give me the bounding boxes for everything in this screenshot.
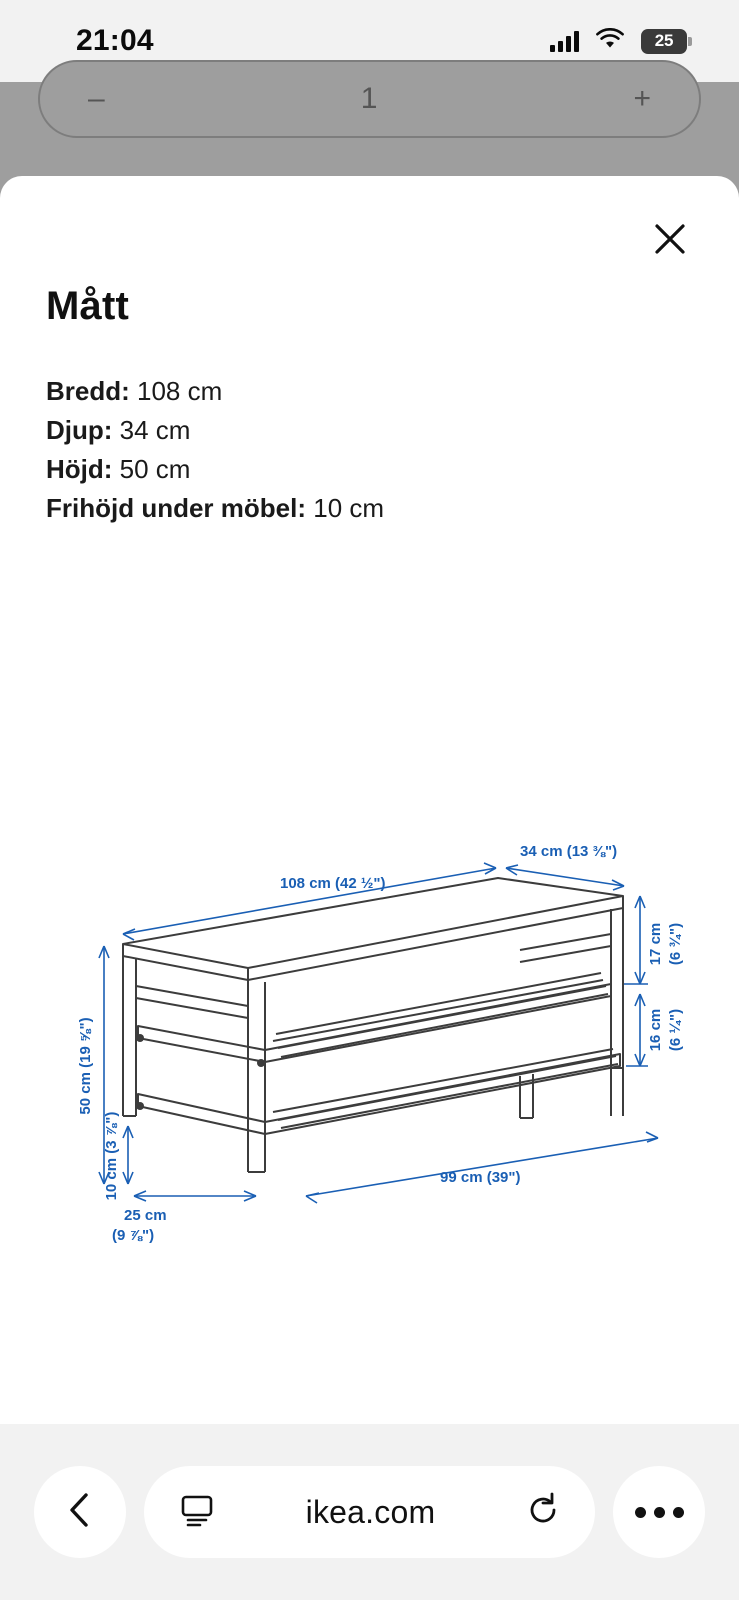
spec-value: 108 cm xyxy=(137,376,223,406)
spec-key: Höjd: xyxy=(46,454,113,484)
dimensions-sheet xyxy=(0,176,739,1600)
stepper-value: 1 xyxy=(360,82,378,115)
stepper-plus[interactable]: + xyxy=(633,82,651,115)
battery-icon xyxy=(641,29,687,54)
label-upper-shelf-1: 17 cm xyxy=(647,922,664,966)
close-icon[interactable] xyxy=(649,218,691,260)
browser-toolbar xyxy=(0,1424,739,1600)
spec-row xyxy=(46,372,686,411)
cellular-signal-icon xyxy=(550,30,579,52)
spec-key: Djup: xyxy=(46,415,113,445)
spec-value: 34 cm xyxy=(119,415,191,445)
dimension-drawing-svg xyxy=(28,816,711,1296)
stepper-minus[interactable]: – xyxy=(88,82,105,115)
label-inner-width: 99 cm (39") xyxy=(440,1169,521,1186)
reader-view-icon[interactable] xyxy=(178,1491,216,1534)
label-width-top: 108 cm (42 ½") xyxy=(280,875,386,892)
spec-key: Bredd: xyxy=(46,376,130,406)
spec-row xyxy=(46,489,686,528)
label-lower-shelf-2: (6 ¼") xyxy=(667,1008,684,1052)
spec-row xyxy=(46,411,686,450)
spec-key: Frihöjd under möbel: xyxy=(46,493,306,523)
spec-list xyxy=(46,372,686,528)
reload-icon[interactable] xyxy=(525,1492,561,1533)
label-leg-spacing-1: 25 cm xyxy=(124,1207,167,1224)
label-lower-shelf-1: 16 cm xyxy=(647,1008,664,1052)
battery-level: 25 xyxy=(654,31,674,50)
spec-value: 50 cm xyxy=(119,454,191,484)
status-time: 21:04 xyxy=(76,24,154,57)
spec-row xyxy=(46,450,686,489)
label-leg-spacing-2: (9 ⅞") xyxy=(112,1227,155,1244)
dimension-drawing xyxy=(28,816,711,1296)
spec-value: 10 cm xyxy=(313,493,385,523)
label-clearance-left: 10 cm (3 ⅞") xyxy=(103,1111,120,1201)
label-depth-top: 34 cm (13 ⅜") xyxy=(520,843,618,860)
back-chevron-icon xyxy=(63,1490,97,1535)
page-title: Mått xyxy=(46,284,130,328)
quantity-stepper[interactable] xyxy=(38,60,701,138)
label-upper-shelf-2: (6 ¾") xyxy=(667,922,684,966)
url-text: ikea.com xyxy=(305,1493,436,1530)
more-button[interactable] xyxy=(613,1466,705,1558)
more-dots-icon xyxy=(635,1507,684,1518)
address-bar[interactable] xyxy=(144,1466,595,1558)
status-indicators xyxy=(550,28,687,55)
wifi-icon xyxy=(595,28,625,55)
back-button[interactable] xyxy=(34,1466,126,1558)
label-height-left: 50 cm (19 ⅝") xyxy=(77,1017,94,1115)
